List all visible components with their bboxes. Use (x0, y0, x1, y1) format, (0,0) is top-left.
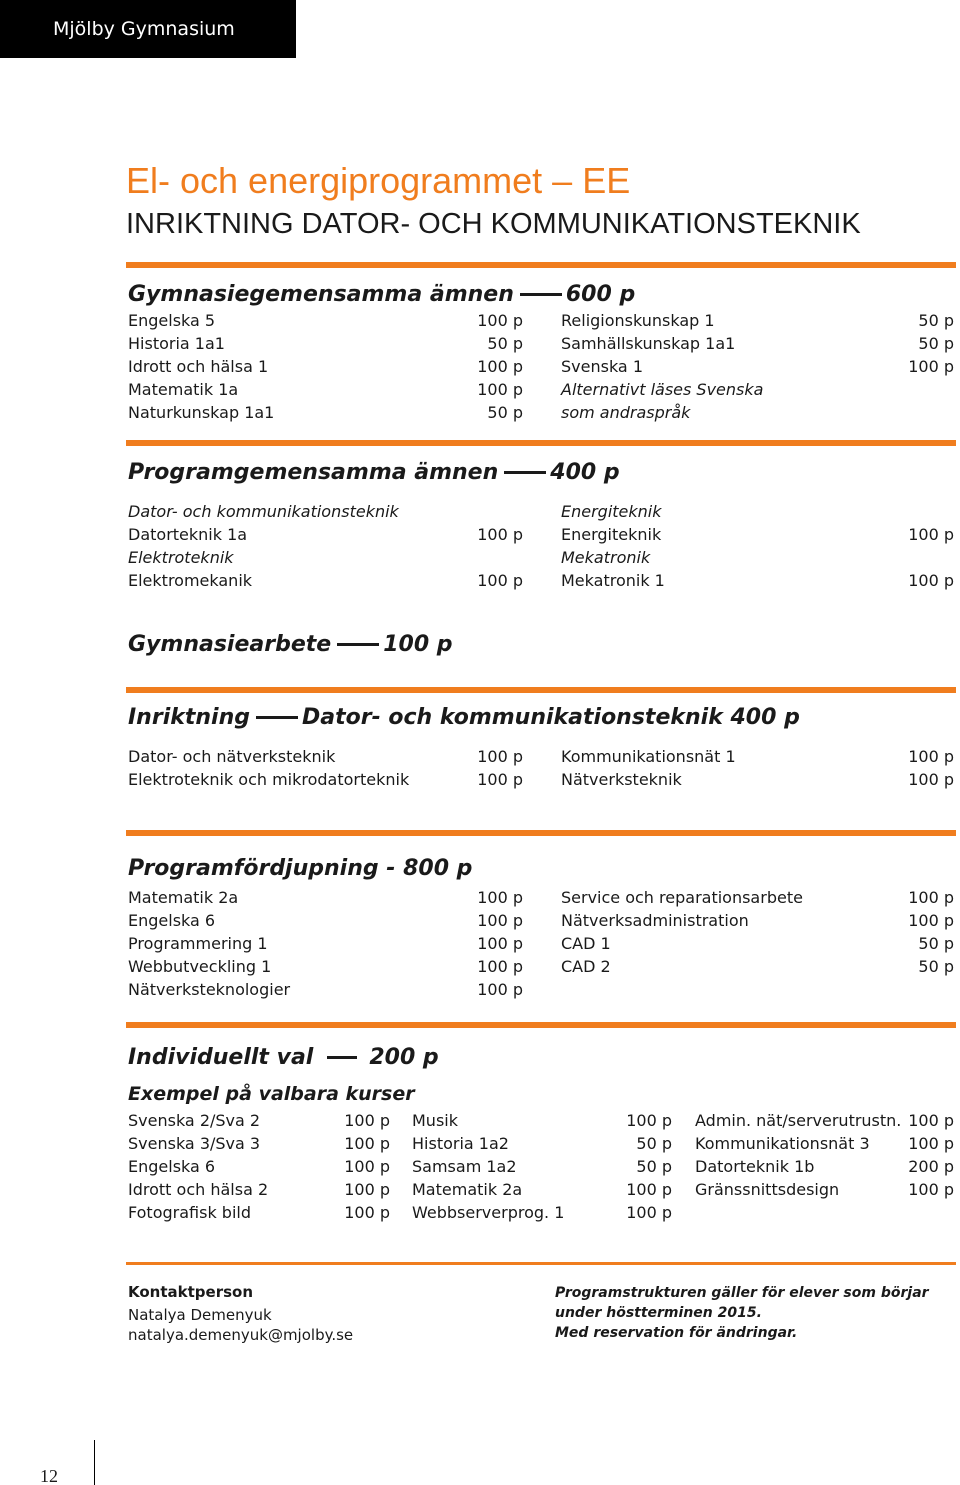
section-heading-gymnasiearbete (128, 632, 453, 657)
school-name: Mjölby Gymnasium (53, 18, 235, 40)
course-points: 100 p (477, 380, 523, 399)
section-divider (126, 830, 956, 836)
heading-text: Gymnasiegemensamma ämnen (128, 282, 514, 307)
course-name: Energiteknik (561, 502, 662, 521)
course-row (561, 955, 954, 978)
course-list (695, 1109, 954, 1201)
course-list (128, 886, 523, 1001)
course-row (412, 1155, 672, 1178)
course-name: Energiteknik (561, 525, 662, 544)
course-name: Dator- och kommunikationsteknik (128, 502, 399, 521)
course-points: 100 p (477, 357, 523, 376)
course-row (695, 1109, 954, 1132)
heading-text: Individuellt val (128, 1045, 314, 1070)
course-points: 50 p (487, 403, 523, 422)
course-row (561, 332, 954, 355)
course-name: Historia 1a2 (412, 1134, 509, 1153)
page-subtitle: INRIKTNING DATOR- OCH KOMMUNIKATIONSTEKNIK (126, 208, 861, 240)
course-row (128, 332, 523, 355)
subheading-exempel: Exempel på valbara kurser (128, 1083, 415, 1105)
course-row (128, 886, 523, 909)
section-heading-individuellt (128, 1045, 439, 1070)
course-row (695, 1155, 954, 1178)
course-points: 100 p (477, 911, 523, 930)
heading-text: Inriktning (128, 705, 250, 730)
course-name: Matematik 1a (128, 380, 239, 399)
heading-points: 400 p (550, 460, 620, 485)
course-points: 50 p (918, 311, 954, 330)
course-row (128, 378, 523, 401)
dash (504, 471, 546, 474)
course-row (128, 1132, 390, 1155)
section-divider (126, 440, 956, 446)
course-row (561, 401, 954, 424)
course-points: 100 p (908, 770, 954, 789)
course-list (128, 745, 523, 791)
course-points: 100 p (477, 770, 523, 789)
heading-text: Programfördjupning - 800 p (128, 856, 473, 881)
course-row (128, 523, 523, 546)
note-line: Programstrukturen gäller för elever som börjar (555, 1285, 929, 1301)
course-name: Datorteknik 1b (695, 1157, 815, 1176)
course-row (128, 1178, 390, 1201)
heading-points: 200 p (369, 1045, 439, 1070)
course-points: 100 p (908, 525, 954, 544)
course-name: CAD 2 (561, 957, 611, 976)
course-row (128, 978, 523, 1001)
course-row (561, 546, 954, 569)
course-row (561, 745, 954, 768)
course-row (561, 500, 954, 523)
section-heading-fordjupning (128, 856, 472, 881)
heading-points: 600 p (565, 282, 636, 307)
dash (327, 1056, 357, 1059)
footer-divider (126, 1262, 956, 1265)
course-name: Religionskunskap 1 (561, 311, 715, 330)
course-row (128, 401, 523, 424)
course-list (412, 1109, 672, 1224)
course-points: 100 p (477, 525, 523, 544)
course-points: 100 p (908, 357, 954, 376)
course-name: Matematik 2a (128, 888, 239, 907)
course-points: 50 p (918, 334, 954, 353)
course-points: 100 p (908, 747, 954, 766)
course-row (128, 500, 523, 523)
course-points: 100 p (626, 1203, 672, 1222)
course-points: 100 p (626, 1111, 672, 1130)
course-row (128, 909, 523, 932)
course-row (412, 1201, 672, 1224)
program-note (555, 1283, 935, 1343)
course-name: Svenska 3/Sva 3 (128, 1134, 261, 1153)
heading-points: 100 p (383, 632, 453, 657)
course-name: Kommunikationsnät 1 (561, 747, 736, 766)
course-row (695, 1178, 954, 1201)
course-name: Elektroteknik (128, 548, 234, 567)
course-row (412, 1178, 672, 1201)
dash (520, 293, 562, 296)
course-name: Dator- och nätverksteknik (128, 747, 336, 766)
course-points: 50 p (918, 934, 954, 953)
course-list (561, 309, 954, 424)
section-heading-programgemensamma (128, 460, 620, 485)
course-name: Samhällskunskap 1a1 (561, 334, 736, 353)
course-name: Service och reparationsarbete (561, 888, 803, 907)
course-name: Mekatronik (561, 548, 651, 567)
dash (337, 643, 379, 646)
course-name: Nätverksadministration (561, 911, 749, 930)
note-line: under höstterminen 2015. (555, 1305, 762, 1321)
course-name: Engelska 6 (128, 1157, 216, 1176)
course-points: 100 p (477, 888, 523, 907)
course-points: 100 p (344, 1180, 390, 1199)
course-points: 100 p (477, 571, 523, 590)
course-row (128, 768, 523, 791)
course-list (128, 309, 523, 424)
course-points: 50 p (636, 1134, 672, 1153)
course-name: som andraspråk (561, 403, 691, 422)
course-row (695, 1132, 954, 1155)
course-points: 100 p (908, 888, 954, 907)
page-number: 12 (40, 1466, 58, 1485)
course-points: 100 p (908, 1111, 954, 1130)
course-row (561, 768, 954, 791)
course-row (128, 569, 523, 592)
course-name: Nätverksteknologier (128, 980, 291, 999)
course-points: 100 p (477, 747, 523, 766)
course-name: Naturkunskap 1a1 (128, 403, 275, 422)
page-title: El- och energiprogrammet – EE (126, 160, 631, 201)
course-name: Webbutveckling 1 (128, 957, 272, 976)
course-name: Historia 1a1 (128, 334, 225, 353)
course-name: Datorteknik 1a (128, 525, 248, 544)
course-name: Mekatronik 1 (561, 571, 665, 590)
course-row (128, 546, 523, 569)
course-name: Idrott och hälsa 2 (128, 1180, 269, 1199)
contact-email[interactable]: natalya.demenyuk@mjolby.se (128, 1326, 354, 1344)
course-name: Gränssnittsdesign (695, 1180, 840, 1199)
note-line: Med reservation för ändringar. (555, 1325, 798, 1341)
course-points: 100 p (477, 934, 523, 953)
section-heading-gemensamma (128, 282, 635, 307)
course-name: Alternativt läses Svenska (561, 380, 764, 399)
course-name: Svenska 2/Sva 2 (128, 1111, 261, 1130)
course-name: Elektroteknik och mikrodatorteknik (128, 770, 410, 789)
course-name: Idrott och hälsa 1 (128, 357, 269, 376)
heading-points: Dator- och kommunikationsteknik 400 p (302, 705, 800, 730)
course-name: Svenska 1 (561, 357, 643, 376)
margin-line (94, 1440, 95, 1485)
course-name: Elektromekanik (128, 571, 253, 590)
course-points: 100 p (477, 980, 523, 999)
course-points: 100 p (908, 571, 954, 590)
course-points: 100 p (626, 1180, 672, 1199)
heading-text: Gymnasiearbete (128, 632, 332, 657)
course-list (128, 500, 523, 592)
heading-text: Programgemensamma ämnen (128, 460, 499, 485)
course-row (412, 1132, 672, 1155)
course-points: 100 p (477, 311, 523, 330)
course-row (561, 569, 954, 592)
section-heading-inriktning (128, 705, 800, 730)
course-name: Matematik 2a (412, 1180, 523, 1199)
course-name: Fotografisk bild (128, 1203, 251, 1222)
course-name: Webbserverprog. 1 (412, 1203, 565, 1222)
course-points: 50 p (487, 334, 523, 353)
course-name: Engelska 6 (128, 911, 216, 930)
contact-name: Natalya Demenyuk (128, 1306, 272, 1324)
course-row (128, 1109, 390, 1132)
dash (256, 716, 298, 719)
course-points: 100 p (344, 1134, 390, 1153)
course-row (128, 1155, 390, 1178)
course-points: 100 p (344, 1111, 390, 1130)
course-row (561, 378, 954, 401)
course-points: 100 p (477, 957, 523, 976)
course-row (561, 909, 954, 932)
course-row (128, 932, 523, 955)
course-name: CAD 1 (561, 934, 611, 953)
course-row (128, 1201, 390, 1224)
course-name: Nätverksteknik (561, 770, 682, 789)
course-row (128, 955, 523, 978)
course-row (561, 886, 954, 909)
course-list (561, 500, 954, 592)
course-row (128, 355, 523, 378)
course-points: 100 p (344, 1203, 390, 1222)
course-points: 100 p (344, 1157, 390, 1176)
course-row (561, 309, 954, 332)
course-points: 200 p (908, 1157, 954, 1176)
course-list (561, 886, 954, 978)
course-name: Musik (412, 1111, 458, 1130)
course-row (561, 932, 954, 955)
course-name: Samsam 1a2 (412, 1157, 517, 1176)
course-row (561, 355, 954, 378)
course-points: 100 p (908, 1134, 954, 1153)
course-row (412, 1109, 672, 1132)
course-name: Kommunikationsnät 3 (695, 1134, 870, 1153)
course-list (561, 745, 954, 791)
contact-title: Kontaktperson (128, 1283, 254, 1301)
section-divider (126, 262, 956, 268)
header-tab (0, 0, 296, 58)
section-divider (126, 687, 956, 693)
course-name: Admin. nät/serverutrustn. (695, 1111, 902, 1130)
course-row (128, 309, 523, 332)
course-name: Engelska 5 (128, 311, 216, 330)
course-points: 100 p (908, 911, 954, 930)
course-row (561, 523, 954, 546)
course-points: 50 p (636, 1157, 672, 1176)
course-row (128, 745, 523, 768)
course-points: 100 p (908, 1180, 954, 1199)
section-divider (126, 1022, 956, 1028)
course-list (128, 1109, 390, 1224)
course-points: 50 p (918, 957, 954, 976)
course-name: Programmering 1 (128, 934, 268, 953)
